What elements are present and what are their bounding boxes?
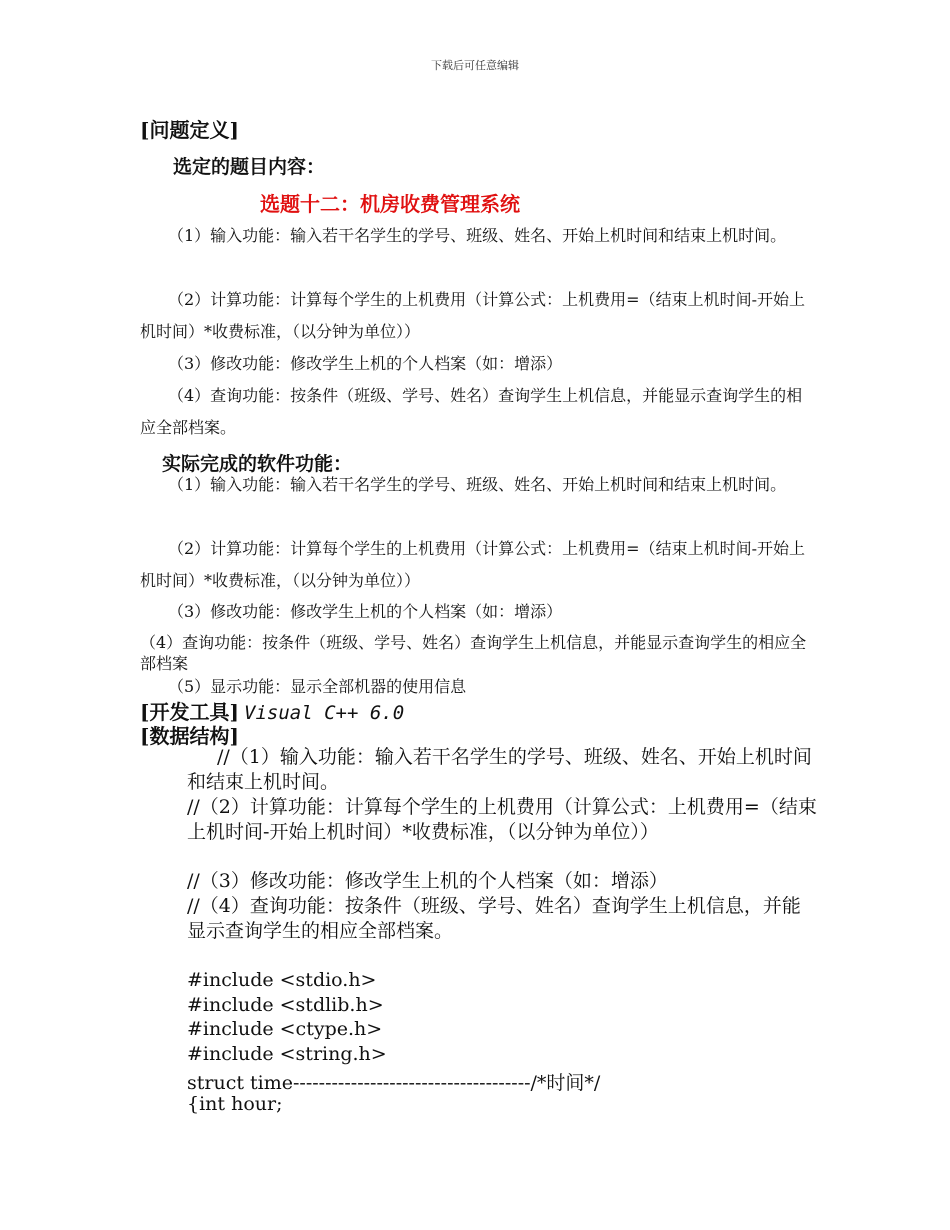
code-line-3: #include <ctype.h> bbox=[187, 1018, 383, 1040]
actual-function-3: （3）修改功能：修改学生上机的个人档案（如：增添） bbox=[168, 602, 563, 621]
code-line-6: {int hour; bbox=[187, 1093, 283, 1115]
requirement-1: （1）输入功能：输入若干名学生的学号、班级、姓名、开始上机时间和结束上机时间。 bbox=[168, 226, 787, 245]
actual-function-1: （1）输入功能：输入若干名学生的学号、班级、姓名、开始上机时间和结束上机时间。 bbox=[168, 475, 787, 494]
data-structure-heading: [数据结构] bbox=[140, 724, 239, 748]
comment-1: //（1）输入功能：输入若干名学生的学号、班级、姓名、开始上机时间和结束上机时间。 bbox=[187, 746, 812, 793]
comment-3: //（3）修改功能：修改学生上机的个人档案（如：增添） bbox=[187, 870, 668, 892]
section-problem-heading: [问题定义] bbox=[140, 118, 239, 142]
requirement-4: （4）查询功能：按条件（班级、学号、姓名）查询学生上机信息，并能显示查询学生的相应全部档案。 bbox=[140, 386, 803, 437]
comment-2: //（2）计算功能：计算每个学生的上机费用（计算公式：上机费用=（结束上机时间-开始上机时间）*收费标准，（以分钟为单位）） bbox=[187, 796, 817, 843]
actual-function-4: （4）查询功能：按条件（班级、学号、姓名）查询学生上机信息，并能显示查询学生的相应全部档案 bbox=[140, 633, 807, 673]
code-line-2: #include <stdlib.h> bbox=[187, 994, 384, 1016]
actual-functions-label: 实际完成的软件功能： bbox=[162, 453, 353, 475]
requirement-2: （2）计算功能：计算每个学生的上机费用（计算公式：上机费用=（结束上机时间-开始上机时间）*收费标准，（以分钟为单位）） bbox=[140, 290, 805, 341]
actual-function-5: （5）显示功能：显示全部机器的使用信息 bbox=[168, 677, 467, 696]
code-line-4: #include <string.h> bbox=[187, 1043, 387, 1065]
topic-title: 选题十二：机房收费管理系统 bbox=[260, 192, 520, 216]
code-line-1: #include <stdio.h> bbox=[187, 969, 377, 991]
page-header: 下载后可任意编辑 bbox=[431, 59, 519, 72]
requirement-3: （3）修改功能：修改学生上机的个人档案（如：增添） bbox=[168, 354, 563, 373]
actual-function-2: （2）计算功能：计算每个学生的上机费用（计算公式：上机费用=（结束上机时间-开始上机时间）*收费标准，（以分钟为单位）） bbox=[140, 539, 805, 590]
code-line-5: struct time-------------------------------------/*时间*/ bbox=[187, 1072, 601, 1094]
dev-tools-value: Visual C++ 6.0 bbox=[244, 702, 405, 724]
selected-topic-label: 选定的题目内容： bbox=[173, 156, 326, 178]
comment-4: //（4）查询功能：按条件（班级、学号、姓名）查询学生上机信息，并能显示查询学生的相应全部档案。 bbox=[187, 895, 801, 942]
dev-tools-label: [开发工具] bbox=[140, 700, 239, 724]
